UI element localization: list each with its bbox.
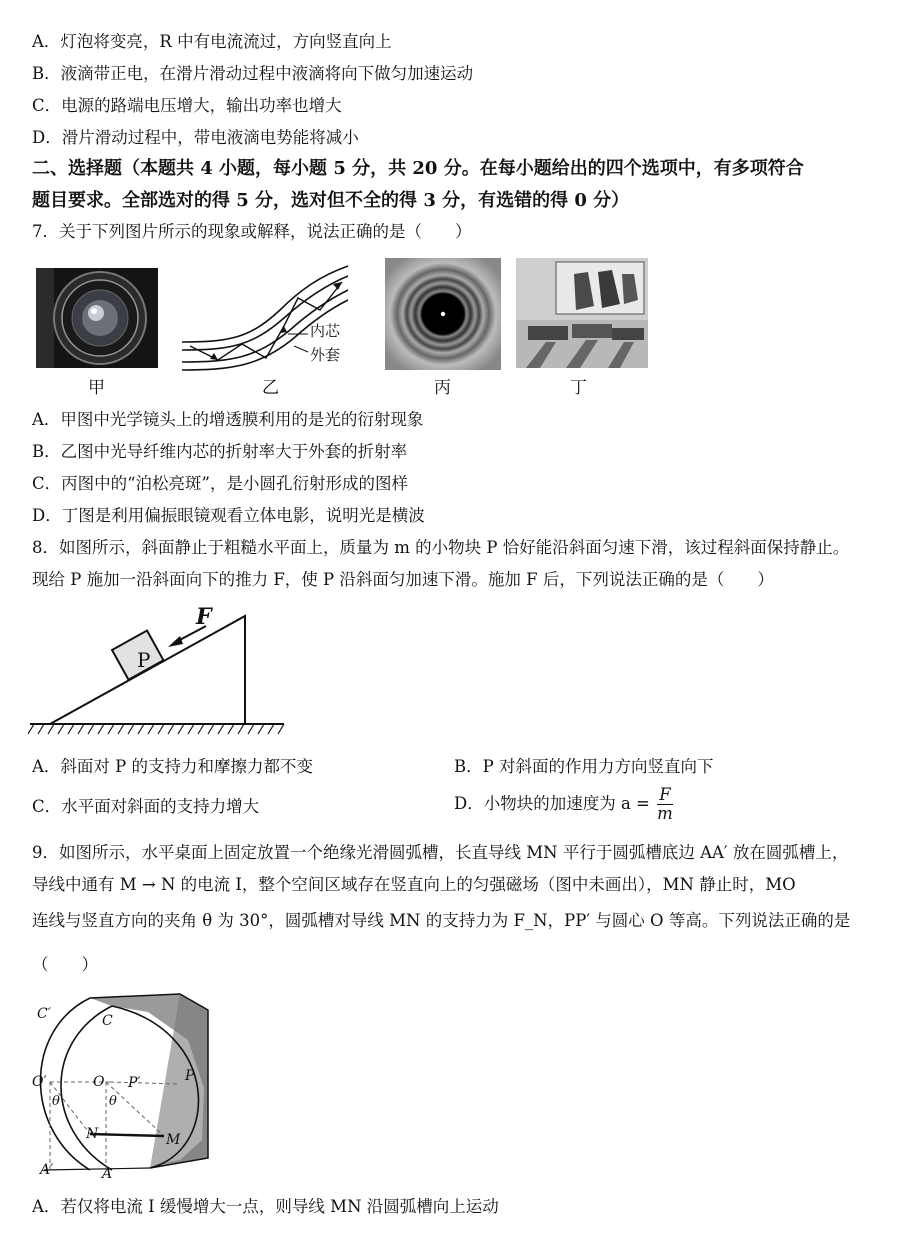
q8-stem-line2: 现给 P 施加一沿斜面向下的推力 F，使 P 沿斜面匀加速下滑。施加 F 后，下列说法正确的是（ ） bbox=[32, 570, 774, 589]
q9-stem-line3: 连线与竖直方向的夹角 θ 为 30°，圆弧槽对导线 MN 的支持力为 F_N，PP′ 与圆心 O 等高。下列说法正确的是 bbox=[32, 911, 851, 930]
caption-ding: 丁 bbox=[570, 378, 587, 398]
label-O: O bbox=[93, 1074, 105, 1090]
incline-figure bbox=[28, 604, 288, 740]
force-label-F: F bbox=[196, 604, 212, 630]
label-A-prime: A′ bbox=[40, 1162, 54, 1178]
acceleration-fraction bbox=[657, 786, 673, 823]
q7-option-c: C．丙图中的“泊松亮斑”，是小圆孔衍射形成的图样 bbox=[32, 474, 408, 493]
q8-option-d bbox=[454, 786, 673, 823]
q7-option-d: D．丁图是利用偏振眼镜观看立体电影，说明光是横波 bbox=[32, 506, 425, 525]
q6-option-d: D．滑片滑动过程中，带电液滴电势能将减小 bbox=[32, 128, 359, 147]
poisson-spot-figure bbox=[385, 258, 501, 370]
q9-stem-line2: 导线中通有 M → N 的电流 I，整个空间区域存在竖直向上的匀强磁场（图中未画出），MN 静止时，MO bbox=[32, 875, 796, 894]
q8-stem-line1: 8．如图所示，斜面静止于粗糙水平面上，质量为 m 的小物块 P 恰好能沿斜面匀速下滑，该过程斜面保持静止。 bbox=[32, 538, 850, 557]
q8-option-b: B．P 对斜面的作用力方向竖直向下 bbox=[454, 757, 714, 776]
label-theta-1: θ bbox=[52, 1094, 60, 1109]
q9-stem-line1: 9．如图所示，水平桌面上固定放置一个绝缘光滑圆弧槽，长直导线 MN 平行于圆弧槽底边 AA′ 放在圆弧槽上， bbox=[32, 843, 849, 862]
q9-stem-line4: （ ） bbox=[32, 955, 98, 974]
label-P: P bbox=[185, 1068, 195, 1084]
section2-heading-line2: 题目要求。全部选对的得 5 分，选对但不全的得 3 分，有选错的得 0 分） bbox=[32, 190, 630, 211]
fraction-numerator: F bbox=[657, 786, 673, 805]
q6-option-b: B．液滴带正电，在滑片滑动过程中液滴将向下做匀加速运动 bbox=[32, 64, 474, 83]
q7-stem: 7．关于下列图片所示的现象或解释，说法正确的是（ ） bbox=[32, 222, 472, 241]
camera-lens-figure bbox=[36, 268, 158, 368]
q9-option-a: A．若仅将电流 I 缓慢增大一点，则导线 MN 沿圆弧槽向上运动 bbox=[32, 1197, 499, 1216]
q6-option-a: A．灯泡将变亮，R 中有电流流过，方向竖直向上 bbox=[32, 32, 392, 51]
q7-option-a: A．甲图中光学镜头上的增透膜利用的是光的衍射现象 bbox=[32, 410, 424, 429]
caption-yi: 乙 bbox=[262, 378, 279, 398]
label-M: M bbox=[166, 1132, 181, 1148]
block-label-P: P bbox=[137, 648, 151, 672]
label-C-prime: C′ bbox=[37, 1006, 51, 1022]
q6-option-c: C．电源的路端电压增大，输出功率也增大 bbox=[32, 96, 342, 115]
q8-option-c: C．水平面对斜面的支持力增大 bbox=[32, 797, 260, 816]
section2-heading-line1: 二、选择题（本题共 4 小题，每小题 5 分，共 20 分。在每小题给出的四个选项中，有多项符合 bbox=[32, 158, 804, 179]
label-N: N bbox=[86, 1126, 99, 1142]
arc-groove-figure bbox=[30, 990, 220, 1186]
q8-option-d-prefix: D．小物块的加速度为 a = bbox=[454, 794, 650, 813]
q7-option-b: B．乙图中光导纤维内芯的折射率大于外套的折射率 bbox=[32, 442, 408, 461]
label-P-prime: P′ bbox=[128, 1075, 141, 1091]
label-theta-2: θ bbox=[109, 1094, 117, 1109]
caption-jia: 甲 bbox=[88, 378, 105, 398]
caption-bing: 丙 bbox=[434, 378, 451, 398]
fraction-denominator: m bbox=[657, 804, 673, 823]
label-A: A bbox=[102, 1166, 113, 1182]
fiber-label-cladding: 外套 bbox=[310, 346, 341, 364]
fiber-label-core: 内芯 bbox=[310, 322, 341, 340]
q8-option-a: A．斜面对 P 的支持力和摩擦力都不变 bbox=[32, 757, 314, 776]
3d-movie-figure bbox=[516, 258, 648, 368]
label-O-prime: O′ bbox=[32, 1074, 47, 1090]
label-C: C bbox=[102, 1013, 113, 1029]
